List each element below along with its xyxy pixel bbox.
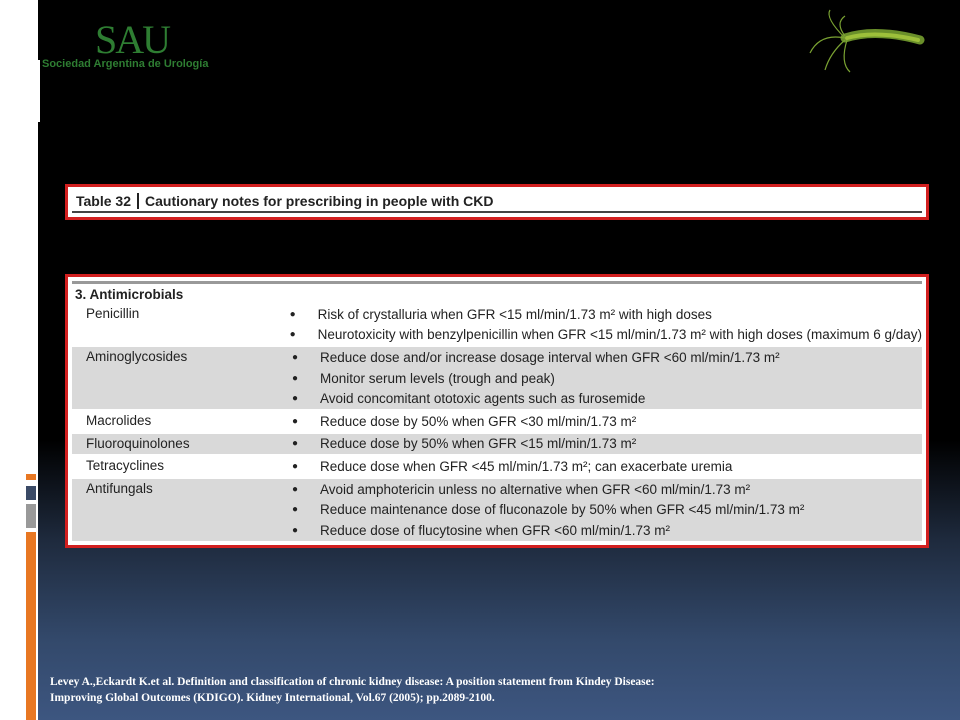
drug-name: Fluoroquinolones bbox=[86, 435, 190, 451]
drug-name: Macrolides bbox=[86, 412, 152, 428]
table-title bbox=[72, 190, 922, 213]
rail-accent bbox=[26, 532, 36, 720]
note-text: Avoid amphotericin unless no alternative when GFR <60 ml/min/1.73 m² bbox=[320, 481, 751, 497]
note-item bbox=[292, 456, 922, 477]
note-text: Reduce dose and/or increase dosage interval when GFR <60 ml/min/1.73 m² bbox=[320, 349, 780, 365]
drug-notes bbox=[292, 479, 922, 541]
table-number: Table 32 bbox=[76, 193, 139, 209]
note-text: Reduce dose by 50% when GFR <15 ml/min/1.73 m² bbox=[320, 436, 637, 452]
bullet-icon: ● bbox=[292, 504, 299, 516]
drug-name: Tetracyclines bbox=[86, 458, 165, 474]
note-item bbox=[290, 325, 922, 346]
table-body bbox=[72, 281, 922, 541]
note-item bbox=[292, 388, 922, 409]
rail-accent bbox=[26, 474, 36, 480]
section-heading: 3. Antimicrobials bbox=[75, 287, 184, 302]
note-item bbox=[290, 304, 922, 325]
logo-mark: SAU bbox=[95, 17, 170, 62]
note-text: Neurotoxicity with benzylpenicillin when GFR <15 ml/min/1.73 m² with high doses (maximum 6 g/day) bbox=[317, 327, 922, 343]
citation-line: Levey A.,Eckardt K.et al. Definition and classification of chronic kidney disease: A position statement from Kindey Disease: bbox=[50, 676, 655, 688]
bullet-icon: ● bbox=[292, 351, 299, 363]
note-text: Monitor serum levels (trough and peak) bbox=[320, 370, 555, 386]
bacteria-icon bbox=[805, 8, 935, 73]
bullet-icon: ● bbox=[292, 438, 299, 450]
citation bbox=[50, 674, 950, 706]
note-text: Reduce dose of flucytosine when GFR <60 ml/min/1.73 m² bbox=[320, 522, 671, 538]
note-item bbox=[292, 479, 922, 500]
table-row bbox=[72, 304, 922, 345]
note-text: Reduce dose when GFR <45 ml/min/1.73 m²; can exacerbate uremia bbox=[320, 458, 733, 474]
bullet-icon: ● bbox=[292, 524, 299, 536]
note-text: Reduce maintenance dose of fluconazole by 50% when GFR <45 ml/min/1.73 m² bbox=[320, 502, 805, 518]
drug-name: Aminoglycosides bbox=[86, 349, 188, 365]
table-row bbox=[72, 411, 922, 432]
note-item bbox=[292, 347, 922, 368]
drug-notes bbox=[292, 434, 922, 455]
bullet-icon: ● bbox=[292, 372, 299, 384]
note-text: Reduce dose by 50% when GFR <30 ml/min/1.73 m² bbox=[320, 413, 637, 429]
table-row bbox=[72, 479, 922, 541]
antimicrobials-table bbox=[65, 274, 929, 548]
table-row bbox=[72, 456, 922, 477]
note-item bbox=[292, 368, 922, 389]
table-caption: Cautionary notes for prescribing in people with CKD bbox=[145, 192, 494, 209]
drug-notes bbox=[292, 347, 922, 409]
bullet-icon: ● bbox=[292, 415, 299, 427]
table-rows bbox=[72, 304, 922, 541]
decorative-lines bbox=[18, 60, 42, 122]
drug-notes bbox=[290, 304, 922, 345]
table-title-box bbox=[65, 184, 929, 220]
logo-name: Sociedad Argentina de Urología bbox=[42, 58, 209, 70]
rail-accent bbox=[26, 504, 36, 528]
table-row bbox=[72, 347, 922, 409]
note-item bbox=[292, 520, 922, 541]
note-item bbox=[292, 434, 922, 455]
drug-notes bbox=[292, 456, 922, 477]
bullet-icon: ● bbox=[292, 460, 299, 472]
table-row bbox=[72, 434, 922, 455]
sau-logo bbox=[40, 14, 240, 74]
bullet-icon: ● bbox=[292, 483, 299, 495]
note-text: Avoid concomitant ototoxic agents such as furosemide bbox=[320, 391, 646, 407]
bullet-icon: ● bbox=[289, 308, 296, 320]
bullet-icon: ● bbox=[289, 329, 296, 341]
drug-notes bbox=[292, 411, 922, 432]
citation-line: Improving Global Outcomes (KDIGO). Kidney International, Vol.67 (2005); pp.2089-2100. bbox=[50, 692, 495, 704]
bullet-icon: ● bbox=[292, 393, 299, 405]
drug-name: Penicillin bbox=[86, 306, 140, 321]
drug-name: Antifungals bbox=[86, 480, 153, 496]
note-text: Risk of crystalluria when GFR <15 ml/min/1.73 m² with high doses bbox=[317, 306, 712, 322]
note-item bbox=[292, 411, 922, 432]
rail-accent bbox=[26, 486, 36, 500]
note-item bbox=[292, 499, 922, 520]
